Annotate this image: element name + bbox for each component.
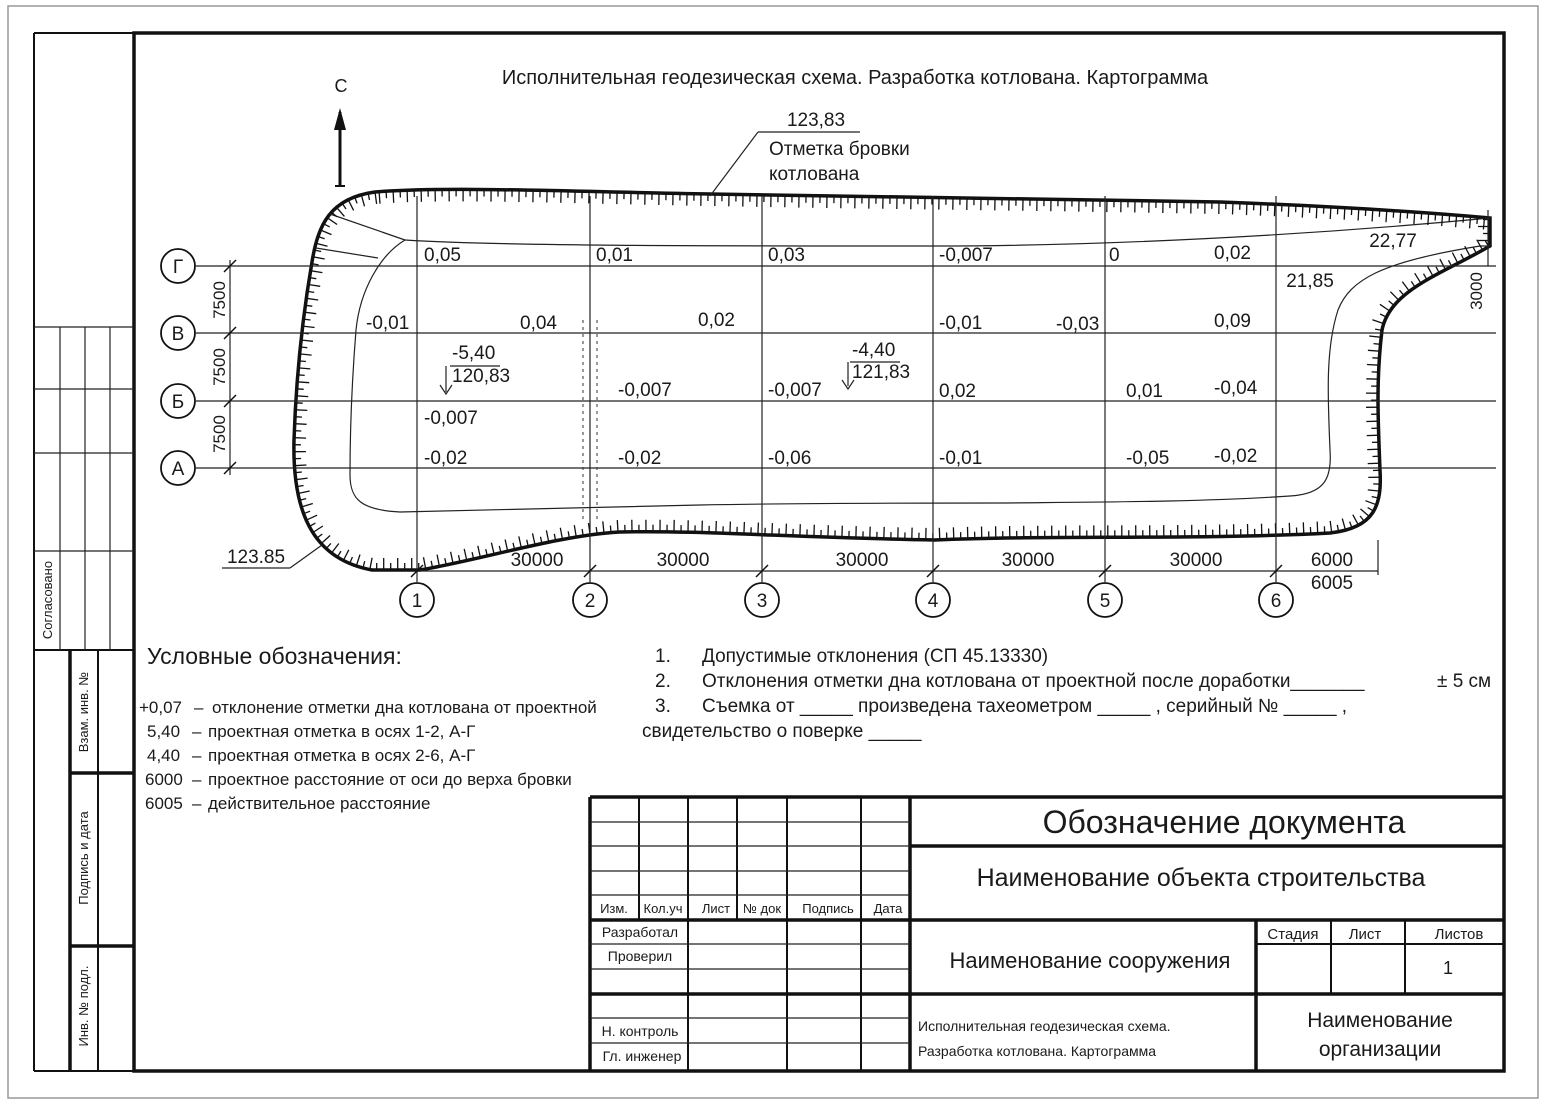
legend-key: 6005: [145, 794, 183, 813]
deviation: 0,04: [520, 313, 557, 334]
bevel-hachure: [393, 191, 394, 203]
bevel-hachure: [295, 424, 307, 425]
note-value: ± 5 см: [1437, 671, 1492, 692]
legend-text: проектная отметка в осях 1-2, А-Г: [208, 722, 476, 741]
rim-label-line1: Отметка бровки: [769, 139, 910, 160]
drawing-title: Исполнительная геодезическая схема. Разработка котлована. Картограмма: [501, 67, 1209, 89]
deviation: -0,03: [1056, 314, 1100, 335]
deviation: -0,06: [768, 448, 812, 469]
column-axis-label: 1: [411, 591, 423, 612]
tb-stage-header: Лист: [1348, 926, 1382, 943]
bevel-hachure: [296, 396, 308, 397]
design-elevation: 120,83: [452, 366, 511, 387]
bevel-hachure: [1463, 216, 1464, 223]
design-depth: -4,40: [852, 340, 896, 361]
bevel-hachure: [610, 526, 611, 533]
bevel-hachure: [1449, 215, 1450, 222]
row-spacing: 7500: [210, 415, 229, 453]
bevel-hachure: [1260, 204, 1261, 216]
note-num: 3.: [655, 696, 671, 717]
bevel-hachure: [1274, 204, 1275, 216]
bevel-hachure: [1288, 205, 1289, 217]
bevel-hachure: [1470, 216, 1471, 228]
column-spacing: 30000: [510, 550, 564, 571]
tb-col-header: Дата: [873, 901, 903, 916]
bevel-hachure: [299, 361, 306, 362]
bevel-hachure: [1421, 213, 1422, 220]
bevel-hachure: [744, 522, 745, 534]
corner-elevation: 123.85: [226, 547, 286, 568]
design-elevation: 121,83: [852, 362, 911, 383]
legend-text: отклонение отметки дна котлована от проектной: [212, 698, 597, 717]
tb-col-header: Изм.: [600, 901, 628, 916]
tb-col-header: Лист: [701, 901, 731, 916]
column-spacing: 30000: [1001, 550, 1055, 571]
organization-line2: организации: [1318, 1038, 1442, 1061]
bevel-hachure: [1400, 211, 1401, 223]
row-axis-label: В: [171, 324, 185, 345]
bevel-hachure: [1317, 522, 1318, 534]
bottom-right-elevation: 21,85: [1286, 271, 1334, 292]
deviation: -0,01: [366, 313, 410, 334]
bevel-hachure: [305, 305, 312, 306]
tb-col-header: № док: [742, 901, 782, 916]
north-label: С: [334, 76, 348, 96]
deviation: 0: [1109, 245, 1120, 266]
bevel-hachure: [1379, 210, 1380, 217]
bevel-hachure: [730, 522, 731, 534]
bevel-hachure: [1386, 210, 1387, 222]
deviation: 0,09: [1214, 311, 1251, 332]
bevel-hachure: [786, 524, 787, 536]
stamp-sign-date: Подпись и дата: [76, 811, 91, 905]
sheet-title-line1: Исполнительная геодезическая схема.: [918, 1018, 1171, 1034]
row-axis-label: Б: [171, 392, 185, 413]
deviation: -0,02: [1214, 446, 1258, 467]
bevel-hachure: [1316, 206, 1317, 218]
structure-name: Наименование сооружения: [949, 948, 1231, 973]
bevel-hachure: [1330, 207, 1331, 219]
object-name: Наименование объекта строительства: [976, 864, 1426, 892]
bevel-hachure: [1358, 209, 1359, 221]
bevel-hachure: [304, 319, 311, 320]
bevel-hachure: [1367, 365, 1379, 366]
column-spacing: 30000: [835, 550, 889, 571]
bevel-hachure: [758, 523, 759, 535]
side-offset: 3000: [1467, 272, 1486, 310]
row-spacing: 7500: [210, 348, 229, 386]
deviation: -0,01: [939, 313, 983, 334]
legend-key: +0,07: [139, 698, 183, 717]
bevel-hachure: [298, 375, 305, 376]
deviation: -0,007: [618, 380, 672, 401]
bevel-hachure: [300, 347, 307, 348]
tb-stage-header: Листов: [1434, 926, 1484, 943]
tb-role: Проверил: [607, 948, 673, 964]
bevel-hachure: [596, 527, 597, 534]
rim-elevation: 123,83: [786, 110, 846, 131]
tb-col-header: Подпись: [802, 901, 854, 916]
bevel-hachure: [379, 192, 380, 204]
stamp-inv-original: Инв. № подл.: [76, 965, 91, 1047]
deviation: 0,02: [939, 381, 976, 402]
column-axis-label: 5: [1099, 591, 1111, 612]
deviation: -0,04: [1214, 378, 1258, 399]
deviation: 0,03: [768, 245, 805, 266]
bevel-hachure: [1374, 344, 1381, 345]
bevel-hachure: [295, 410, 307, 411]
column-axis-label: 3: [756, 591, 768, 612]
note-text: Съемка от _____ произведена тахеометром _____ , серийный № _____ ,: [702, 696, 1348, 717]
deviation: -0,02: [424, 448, 468, 469]
deviation: -0,02: [618, 448, 662, 469]
deviation: -0,01: [939, 448, 983, 469]
organization-line1: Наименование: [1307, 1009, 1453, 1032]
bevel-hachure: [1344, 208, 1345, 220]
deviation: 0,05: [424, 245, 461, 266]
tb-stage-header: Стадия: [1267, 926, 1319, 943]
legend-key: 4,40: [147, 746, 181, 765]
stamp-replaced-inv: Взам. инв. №: [76, 671, 91, 753]
offset-actual: 6005: [1310, 573, 1354, 594]
legend-title: Условные обозначения:: [147, 643, 402, 669]
top-right-elevation: 22,77: [1369, 231, 1417, 252]
deviation: -0,007: [768, 380, 822, 401]
bevel-hachure: [1302, 206, 1303, 218]
bevel-hachure: [297, 389, 304, 390]
bevel-hachure: [294, 465, 306, 466]
row-axis-label: А: [171, 459, 185, 480]
legend-dash: –: [194, 698, 204, 717]
row-spacing: 7500: [210, 281, 229, 319]
note-num: 1.: [655, 646, 671, 667]
sheets-total: 1: [1442, 958, 1454, 978]
deviation: 0,02: [1214, 243, 1251, 264]
legend-dash: –: [192, 794, 202, 813]
bevel-hachure: [1435, 214, 1436, 221]
legend-text: проектное расстояние от оси до верха бровки: [208, 770, 572, 789]
tb-role: Н. контроль: [601, 1023, 679, 1039]
column-axis-label: 4: [927, 591, 939, 612]
row-axis-label: Г: [172, 257, 184, 278]
design-depth: -5,40: [452, 343, 496, 364]
sheet-title-line2: Разработка котлована. Картограмма: [918, 1043, 1157, 1059]
column-spacing: 30000: [1169, 550, 1223, 571]
bevel-hachure: [1477, 217, 1478, 224]
doc-designation: Обозначение документа: [1042, 804, 1406, 840]
bevel-hachure: [939, 528, 940, 540]
legend-dash: –: [192, 746, 202, 765]
deviation: -0,007: [939, 245, 993, 266]
bevel-hachure: [1233, 203, 1234, 215]
bevel-hachure: [1303, 522, 1304, 534]
deviation: 0,02: [698, 310, 735, 331]
bevel-hachure: [1372, 209, 1373, 221]
bevel-hachure: [1428, 213, 1429, 225]
deviation: -0,007: [424, 408, 478, 429]
note-text: Допустимые отклонения (СП 45.13330): [702, 646, 1049, 667]
tb-role: Гл. инженер: [602, 1048, 682, 1064]
legend-key: 5,40: [147, 722, 181, 741]
offset-design: 6000: [1310, 550, 1354, 571]
rim-label-line2: котлована: [769, 164, 860, 185]
note-continuation: свидетельство о поверке _____: [642, 721, 922, 742]
bevel-hachure: [1442, 214, 1443, 226]
bevel-hachure: [297, 382, 309, 383]
note-text: Отклонения отметки дна котлована от проектной после доработки_______: [702, 671, 1365, 692]
legend-dash: –: [192, 770, 202, 789]
deviation: 0,01: [1126, 381, 1163, 402]
bevel-hachure: [1368, 350, 1380, 351]
tb-col-header: Кол.уч: [643, 901, 683, 916]
bevel-hachure: [295, 472, 302, 473]
column-axis-label: 6: [1270, 591, 1282, 612]
legend-dash: –: [192, 722, 202, 741]
legend-text: действительное расстояние: [208, 794, 431, 813]
bevel-hachure: [1414, 212, 1415, 224]
column-spacing: 30000: [656, 550, 710, 571]
legend-key: 6000: [145, 770, 183, 789]
bevel-hachure: [772, 523, 773, 535]
note-num: 2.: [655, 671, 671, 692]
legend-text: проектная отметка в осях 2-6, А-Г: [208, 746, 476, 765]
bevel-hachure: [617, 520, 618, 532]
deviation: 0,01: [596, 245, 633, 266]
bevel-hachure: [1407, 212, 1408, 219]
column-axis-label: 2: [584, 591, 596, 612]
stamp-agreed: Согласовано: [40, 560, 55, 640]
tb-role: Разработал: [601, 924, 679, 940]
bevel-hachure: [1289, 523, 1290, 535]
deviation: -0,05: [1126, 448, 1170, 469]
